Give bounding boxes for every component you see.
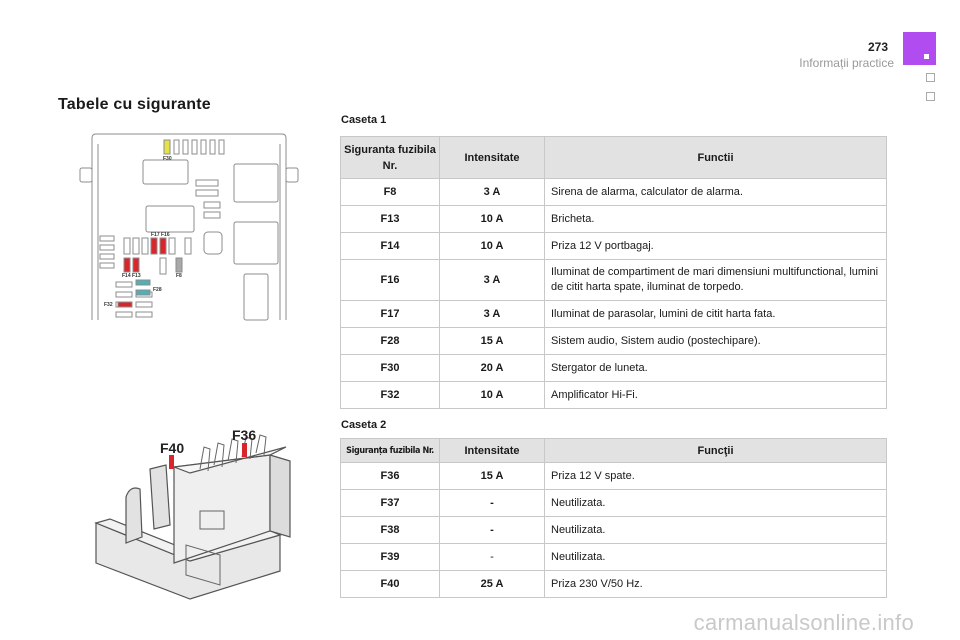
table-row [341, 260, 887, 301]
tab-marker-icon [924, 54, 929, 59]
section-title: Informații practice [799, 56, 894, 70]
fuse-number: F8 [341, 179, 440, 206]
label-f36: F36 [232, 427, 257, 443]
fuse-table-box-2 [340, 438, 887, 598]
fuse-amperage: - [440, 517, 545, 544]
fuse-amperage: 10 A [440, 382, 545, 409]
box-1-title: Caseta 1 [341, 114, 387, 126]
table-row [341, 517, 887, 544]
page-title: Tabele cu sigurante [58, 96, 211, 113]
fuse-function: Priza 12 V portbagaj. [545, 233, 887, 260]
fuse-function: Priza 230 V/50 Hz. [545, 571, 887, 598]
label-f28: F28 [153, 287, 162, 293]
fuse-function: Bricheta. [545, 206, 887, 233]
fuse-number: F40 [341, 571, 440, 598]
chapter-tab [926, 73, 935, 82]
table-row [341, 233, 887, 260]
table-row [341, 179, 887, 206]
table-row [341, 571, 887, 598]
fuse-number: F14 [341, 233, 440, 260]
table-row [341, 206, 887, 233]
fuse-amperage: 10 A [440, 233, 545, 260]
fuse-number: F28 [341, 328, 440, 355]
table-header-row [341, 137, 887, 179]
fuse-number: F16 [341, 260, 440, 301]
header-fuse-number: Siguranța fuzibila Nr. [341, 439, 440, 463]
fuse-function: Neutilizata. [545, 544, 887, 571]
fuse-number: F38 [341, 517, 440, 544]
fuse-amperage: - [440, 490, 545, 517]
table-row [341, 328, 887, 355]
fuse-function: Iluminat de parasolar, lumini de citit harta fata. [545, 301, 887, 328]
fuse-function: Neutilizata. [545, 517, 887, 544]
table-row [341, 301, 887, 328]
label-f14-f13: F14 F13 [122, 273, 141, 279]
fuse-function: Neutilizata. [545, 490, 887, 517]
header-fuse-number: Siguranta fuzibila Nr. [341, 137, 440, 179]
page-number: 273 [867, 40, 888, 54]
label-f30: F30 [163, 156, 172, 162]
chapter-tab [926, 92, 935, 101]
label-f40: F40 [160, 440, 185, 456]
fuse-function: Amplificator Hi-Fi. [545, 382, 887, 409]
fuse-function: Sistem audio, Sistem audio (postechipare). [545, 328, 887, 355]
header-intensity: Intensitate [440, 137, 545, 179]
header-intensity: Intensitate [440, 439, 545, 463]
fuse-amperage: 3 A [440, 301, 545, 328]
fuse-table-box-1 [340, 136, 887, 409]
watermark: carmanualsonline.info [693, 610, 914, 635]
fuse-function: Priza 12 V spate. [545, 463, 887, 490]
fuse-amperage: 15 A [440, 463, 545, 490]
fuse-amperage: 10 A [440, 206, 545, 233]
label-f32: F32 [104, 302, 113, 308]
fuse-amperage: 15 A [440, 328, 545, 355]
fuse-amperage: 3 A [440, 260, 545, 301]
fuse-number: F30 [341, 355, 440, 382]
fuse-box-1-diagram [78, 132, 303, 322]
fuse-function: Iluminat de compartiment de mari dimensiuni multifunctional, lumini de citit harta spate, iluminat de torpedo. [545, 260, 887, 301]
table-row [341, 490, 887, 517]
fuse-amperage: 25 A [440, 571, 545, 598]
fuse-number: F39 [341, 544, 440, 571]
fuse-amperage: 3 A [440, 179, 545, 206]
fuse-number: F37 [341, 490, 440, 517]
table-row [341, 355, 887, 382]
fuse-number: F36 [341, 463, 440, 490]
header-functions: Functii [545, 137, 887, 179]
table-row [341, 463, 887, 490]
table-row [341, 544, 887, 571]
table-header-row [341, 439, 887, 463]
chapter-tab-active [903, 32, 936, 65]
table-row [341, 382, 887, 409]
fuse-number: F17 [341, 301, 440, 328]
header-functions: Funcţii [545, 439, 887, 463]
label-f8: F8 [176, 273, 182, 279]
fuse-amperage: 20 A [440, 355, 545, 382]
fuse-number: F13 [341, 206, 440, 233]
fuse-amperage: - [440, 544, 545, 571]
box-2-title: Caseta 2 [341, 419, 387, 431]
fuse-number: F32 [341, 382, 440, 409]
fuse-function: Stergator de luneta. [545, 355, 887, 382]
fuse-box-2-diagram [90, 425, 320, 605]
label-f17-f16: F17 F16 [151, 232, 170, 238]
fuse-function: Sirena de alarma, calculator de alarma. [545, 179, 887, 206]
